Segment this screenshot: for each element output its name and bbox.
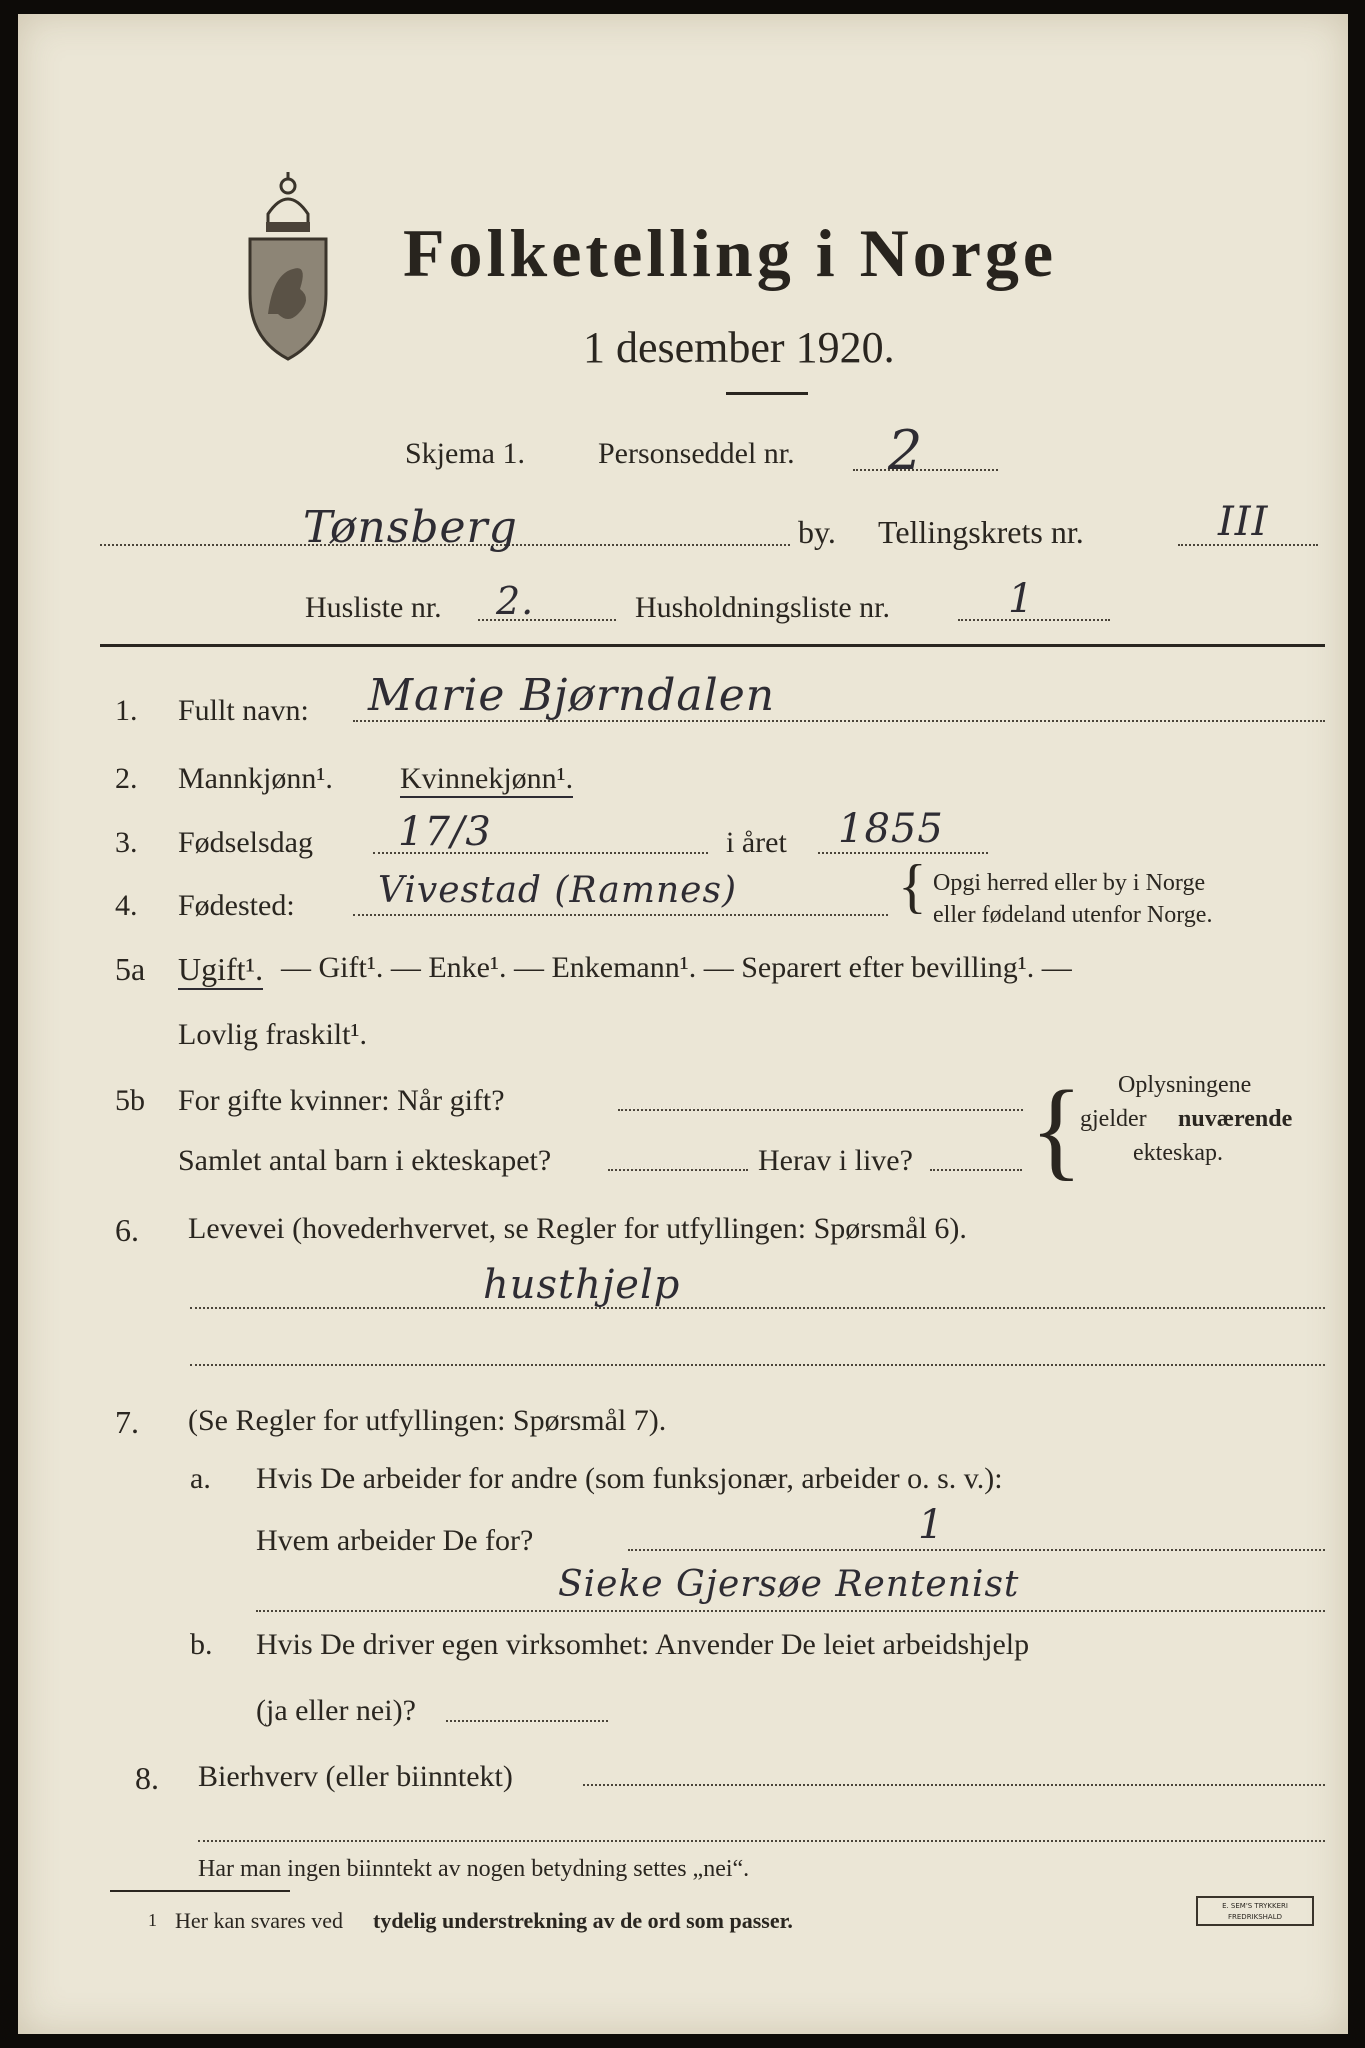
q3-value[interactable]: 17/3 [398,809,492,855]
q7b-line2: (ja eller nei)? [256,1694,416,1727]
q1-label: Fullt navn: [178,694,309,727]
q2-female[interactable]: Kvinnekjønn¹. [400,762,573,798]
q3-label: Fødselsdag [178,826,313,859]
q5b-number: 5b [115,1084,145,1117]
q7a-letter: a. [190,1462,211,1495]
printer-stamp [1196,1896,1314,1926]
q7a-line1: Hvis De arbeider for andre (som funksjonær, arbeider o. s. v.): [256,1462,1003,1495]
tellingskrets-label: Tellingskrets nr. [878,514,1084,550]
printer-stamp-line2: FREDRIKSHALD [1227,1913,1282,1921]
footnote-text-a: Her kan svares ved [175,1908,343,1933]
q8-line1 [583,1784,1325,1786]
q8-line2 [198,1840,1325,1842]
personseddel-label: Personseddel nr. [598,437,795,470]
q7a-line2: Hvem arbeider De for? [256,1524,534,1557]
q6-label: Levevei (hovederhvervet, se Regler for utfyllingen: Spørsmål 6). [188,1212,967,1245]
q5b-note1: Oplysningene [1118,1072,1252,1098]
census-form [18,14,1348,2034]
q5b-line1: For gifte kvinner: Når gift? [178,1084,505,1117]
q5b-children-line [608,1169,748,1171]
personseddel-value[interactable]: 2 [888,419,924,482]
personseddel-line [853,469,998,471]
form-title: Folketelling i Norge [403,215,1058,291]
q7a-value2[interactable]: Sieke Gjersøe Rentenist [558,1564,1020,1605]
q5b-line2a: Samlet antal barn i ekteskapet? [178,1144,552,1177]
q7b-line2-dots [446,1720,608,1722]
form-date: 1 desember 1920. [583,323,895,372]
husholdning-label: Husholdningsliste nr. [635,591,891,624]
q6-line2 [190,1364,1325,1366]
q5b-married-line [618,1109,1023,1111]
q6-value[interactable]: husthjelp [483,1262,681,1308]
q4-value[interactable]: Vivestad (Ramnes) [378,870,737,911]
q8-label: Bierhverv (eller biinntekt) [198,1760,513,1793]
q7b-letter: b. [190,1628,213,1661]
q4-note-line1: Opgi herred eller by i Norge [933,870,1206,896]
q6-number: 6. [115,1212,139,1248]
q5b-brace: { [1030,1068,1083,1190]
q7-label: (Se Regler for utfyllingen: Spørsmål 7). [188,1404,667,1437]
q4-label: Fødested: [178,889,295,922]
tellingskrets-value[interactable]: III [1218,499,1269,545]
norwegian-coat-of-arms-icon [238,164,338,364]
printer-stamp-line1: E. SEM'S TRYKKERI [1222,1902,1288,1910]
city-value[interactable]: Tønsberg [303,502,518,553]
footnote-rule [110,1890,290,1892]
q3-number: 3. [115,826,138,859]
q4-number: 4. [115,889,138,922]
q2-number: 2. [115,762,138,795]
q3-year-label: i året [726,826,787,859]
q5a-options[interactable]: — Gift¹. — Enke¹. — Enkemann¹. — Separert efter bevilling¹. — [281,951,1072,984]
footnote-number: 1 [148,1910,157,1930]
husliste-value[interactable]: 2. [496,579,535,623]
q3-year-value[interactable]: 1855 [838,806,944,852]
q4-line [353,914,888,916]
q1-number: 1. [115,694,138,727]
footnote-text-b: tydelig understrekning av de ord som passer. [373,1908,793,1933]
q5a-number: 5a [115,951,146,987]
q5b-note3: ekteskap. [1133,1140,1223,1166]
q7-number: 7. [115,1404,139,1440]
q5b-note2a: gjelder [1080,1106,1147,1132]
footer-note: Har man ingen biinntekt av nogen betydning settes „nei“. [198,1856,750,1882]
husliste-label: Husliste nr. [305,591,442,624]
by-label: by. [798,514,836,550]
q8-number: 8. [135,1760,159,1796]
q5b-alive-line [930,1169,1022,1171]
q5a-line2[interactable]: Lovlig fraskilt¹. [178,1018,367,1051]
q5b-note2b: nuværende [1178,1106,1293,1132]
q6-line1 [190,1307,1325,1309]
q4-brace: { [898,853,927,919]
q5a-ugift[interactable]: Ugift¹. [178,951,263,990]
q1-value[interactable]: Marie Bjørndalen [368,670,776,721]
husholdning-value[interactable]: 1 [1008,576,1035,622]
q5b-line2b: Herav i live? [758,1144,913,1177]
q2-male[interactable]: Mannkjønn¹. [178,762,333,795]
q7a-line3-dots [256,1610,1325,1612]
schema-label: Skjema 1. [405,437,525,470]
q7b-line1: Hvis De driver egen virksomhet: Anvender De leiet arbeidshjelp [256,1628,1030,1661]
q7a-value1[interactable]: 1 [918,1502,945,1548]
title-rule [726,392,808,395]
q4-note-line2: eller fødeland utenfor Norge. [933,902,1213,928]
q7a-line2-dots [628,1549,1325,1551]
section-divider [100,644,1325,647]
